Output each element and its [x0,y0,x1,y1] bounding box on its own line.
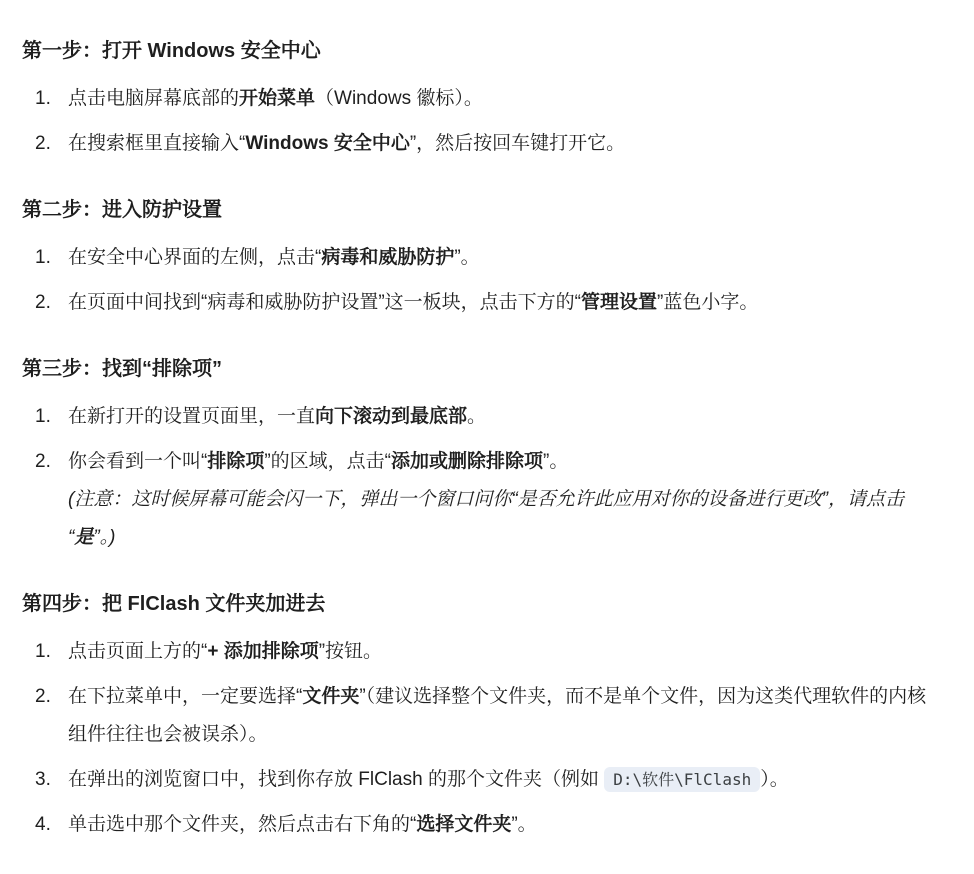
list-number: 3. [35,769,51,790]
list-number: 1. [35,406,51,427]
step-section-3 [22,356,940,557]
list-item [22,284,940,322]
step-heading: 第四步：把 FlClash 文件夹加进去 [22,593,326,615]
text-run: ”。 [511,814,537,835]
text-run-bold: 添加或删除排除项 [391,451,544,472]
text-run: 在下拉菜单中，一定要选择“ [68,686,303,707]
list-number: 1. [35,641,51,662]
text-run: 在弹出的浏览窗口中，找到你存放 FlClash 的那个文件夹（例如 [68,769,605,790]
step-heading: 第三步：找到“排除项” [22,358,222,380]
text-run: 在安全中心界面的左侧，点击“ [68,247,322,268]
list-item [22,398,940,436]
text-run-bold: 向下滚动到最底部 [315,406,468,427]
text-run: 点击电脑屏幕底部的 [68,88,240,109]
text-run-italic: (注意：这时候屏幕可能会闪一下，弹出一个窗口问你“是否允许此应用对你的设备进行更改”，请点击“ [68,489,904,548]
step-section-1 [22,38,940,163]
list-item [22,761,940,799]
step-list [22,633,940,844]
note-text [68,481,940,557]
list-number: 1. [35,247,51,268]
step-list [22,398,940,557]
list-item [22,239,940,277]
text-run-bold: Windows 安全中心 [245,133,410,154]
text-run: 单击选中那个文件夹，然后点击右下角的“ [68,814,417,835]
list-item [22,678,940,754]
text-run-bold: 管理设置 [580,292,657,313]
text-run: 点击页面上方的“ [68,641,208,662]
text-run-bold: 选择文件夹 [416,814,512,835]
text-run: ”蓝色小字。 [657,292,759,313]
text-run: 在搜索框里直接输入“ [68,133,246,154]
text-run-bold: 文件夹 [302,686,360,707]
text-run-bold: 病毒和威胁防护 [321,247,455,268]
list-item [22,125,940,163]
text-run: 。 [467,406,487,427]
text-run-bold-italic: 是 [74,527,94,548]
list-number: 2. [35,133,51,154]
list-item [22,806,940,844]
text-run: 你会看到一个叫“ [68,451,208,472]
list-number: 4. [35,814,51,835]
inline-code-chip: D:\软件\FlClash [604,767,760,792]
text-run: ）。 [760,769,789,790]
list-number: 2. [35,292,51,313]
text-run: 在新打开的设置页面里，一直 [68,406,316,427]
list-number: 1. [35,88,51,109]
list-number: 2. [35,686,51,707]
text-run-bold: + 添加排除项 [207,641,319,662]
list-item [22,443,940,557]
step-section-2 [22,197,940,322]
list-item [22,80,940,118]
text-run: ”的区域，点击“ [264,451,391,472]
text-run: ”（建议选择整个文件夹，而不是单个文件，因为这类代理软件的内核组件往往也会被误杀）。 [68,686,927,745]
text-run: ”。 [454,247,480,268]
text-run: （Windows 徽标）。 [315,88,483,109]
text-run-bold: 开始菜单 [239,88,316,109]
step-heading: 第一步：打开 Windows 安全中心 [22,40,321,62]
text-run: 在页面中间找到“病毒和威胁防护设置”这一板块，点击下方的“ [68,292,581,313]
text-run-italic: ”。) [93,527,116,548]
list-item [22,633,940,671]
text-run: ”。 [543,451,569,472]
step-list [22,80,940,163]
step-section-4 [22,591,940,844]
text-run: ”按钮。 [318,641,383,662]
step-heading: 第二步：进入防护设置 [22,199,222,221]
list-number: 2. [35,451,51,472]
text-run-bold: 排除项 [207,451,265,472]
step-list [22,239,940,322]
text-run: ”，然后按回车键打开它。 [409,133,626,154]
